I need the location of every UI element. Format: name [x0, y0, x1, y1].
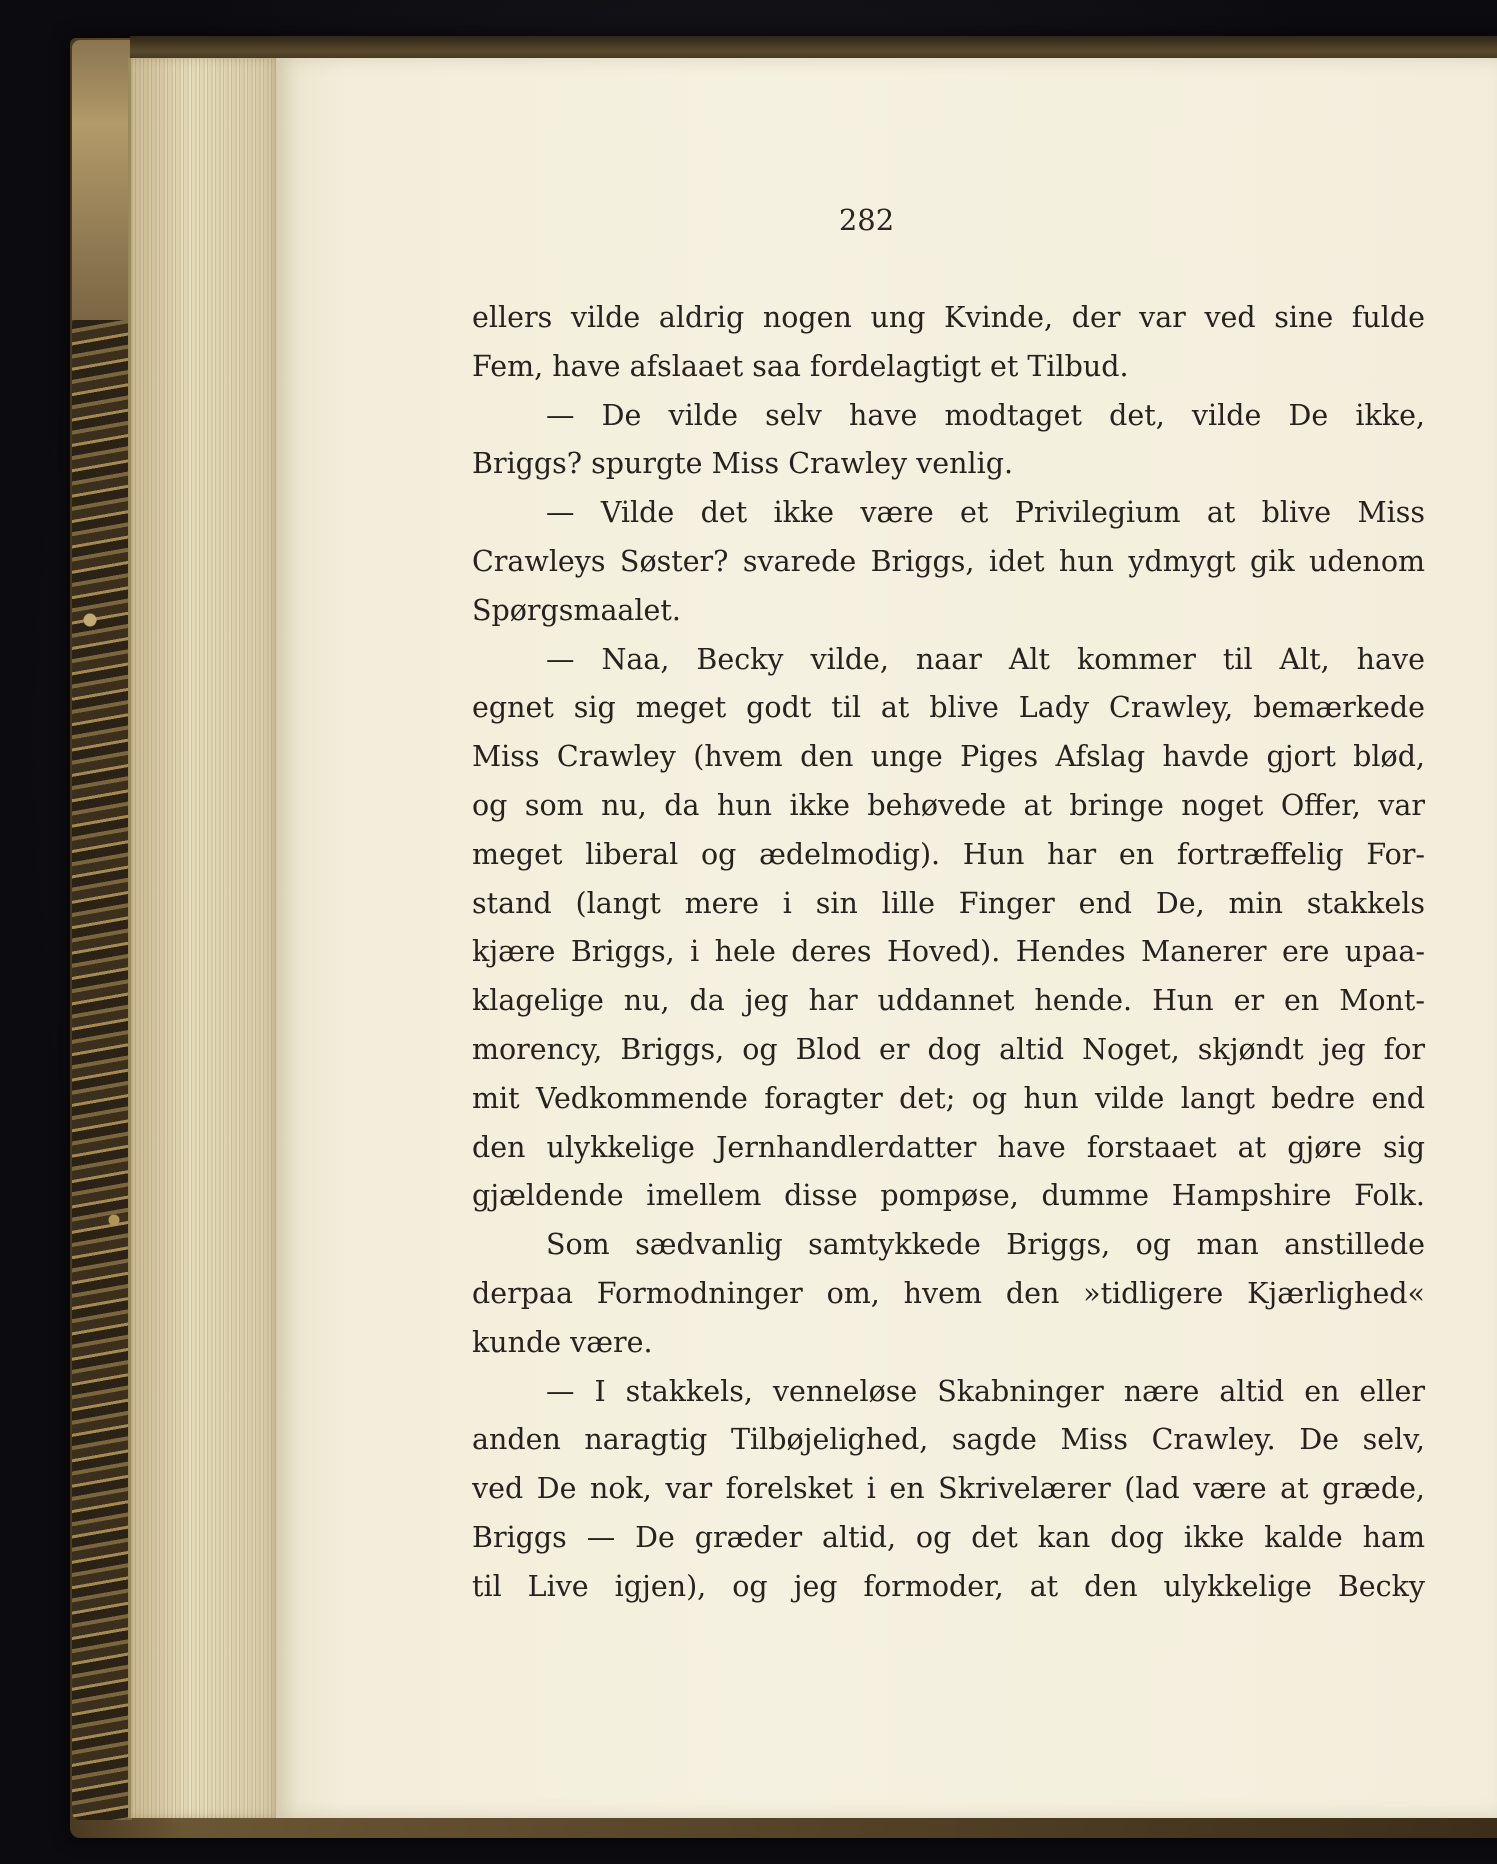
book-page [276, 58, 1497, 1818]
text-line: klagelige nu, da jeg har uddannet hende. Hun er en Mont- [472, 984, 1425, 1018]
text-line: — Naa, Becky vilde, naar Alt kommer til Alt, have [546, 642, 1425, 676]
text-line: gjældende imellem disse pompøse, dumme Hampshire Folk. [472, 1179, 1425, 1213]
text-line: Crawleys Søster? svarede Briggs, idet hun ydmygt gik udenom [472, 544, 1425, 578]
text-line: ellers vilde aldrig nogen ung Kvinde, der var ved sine fulde [472, 301, 1425, 334]
text-line: og som nu, da hun ikke behøvede at bringe noget Offer, var [472, 788, 1425, 822]
text-line: — Vilde det ikke være et Privilegium at blive Miss [546, 496, 1425, 530]
text-line: stand (langt mere i sin lille Finger end De, min stakkels [472, 886, 1425, 920]
page-number: 282 [838, 203, 895, 237]
text-line: egnet sig meget godt til at blive Lady Crawley, bemærkede [472, 691, 1425, 725]
text-line: morency, Briggs, og Blod er dog altid Noget, skjøndt jeg for [472, 1032, 1425, 1066]
text-line: derpaa Formodninger om, hvem den »tidligere Kjærlighed« [472, 1276, 1425, 1310]
text-line: Briggs — De græder altid, og det kan dog ikke kalde ham [472, 1520, 1425, 1554]
text-line: kjære Briggs, i hele deres Hoved). Hendes Manerer ere upaa- [472, 935, 1425, 969]
text-line: kunde være. [472, 1325, 653, 1359]
text-line: meget liberal og ædelmodig). Hun har en fortræffelig For- [472, 837, 1425, 871]
text-line: Miss Crawley (hvem den unge Piges Afslag havde gjort blød, [472, 740, 1425, 774]
text-line: Spørgsmaalet. [472, 593, 681, 627]
text-line: Fem, have afslaaet saa fordelagtigt et Tilbud. [472, 349, 1129, 383]
page-block-edge [128, 58, 281, 1818]
body-text [472, 294, 1425, 1612]
marbled-cover [72, 320, 132, 1820]
cover-edge [72, 40, 132, 320]
text-line: Som sædvanlig samtykkede Briggs, og man anstillede [546, 1228, 1425, 1262]
text-line: anden naragtig Tilbøjelighed, sagde Miss Crawley. De selv, [472, 1423, 1425, 1457]
text-line: — De vilde selv have modtaget det, vilde De ikke, [546, 398, 1425, 432]
text-line: Briggs? spurgte Miss Crawley venlig. [472, 447, 1014, 481]
text-line: mit Vedkommende foragter det; og hun vilde langt bedre end [472, 1081, 1425, 1115]
text-line: ved De nok, var forelsket i en Skrivelærer (lad være at græde, [472, 1472, 1425, 1506]
text-line: — I stakkels, venneløse Skabninger nære altid en eller [546, 1374, 1425, 1408]
text-line: den ulykkelige Jernhandlerdatter have forstaaet at gjøre sig [472, 1130, 1425, 1164]
text-line: til Live igjen), og jeg formoder, at den ulykkelige Becky [472, 1569, 1425, 1603]
